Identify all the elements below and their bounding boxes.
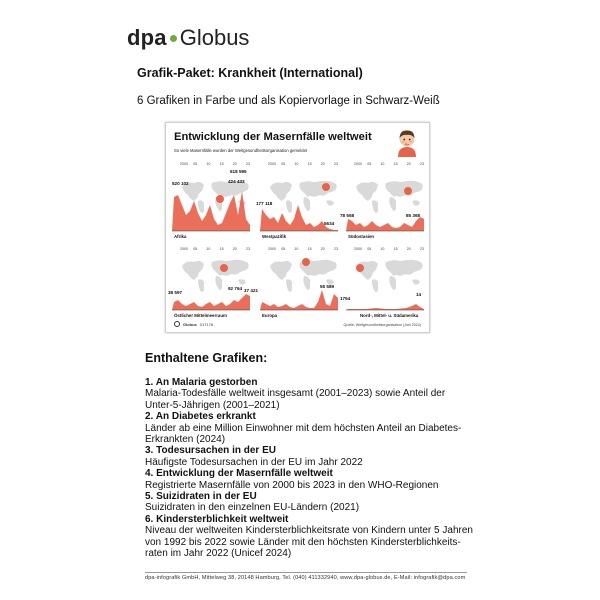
axis-tick-label: 05 <box>281 247 286 251</box>
axis-tick-label: 23 <box>420 247 424 251</box>
axis-tick-label: 23 <box>246 247 250 251</box>
region-panel <box>244 254 340 326</box>
world-map-icon <box>356 260 423 292</box>
region-highlight <box>220 264 228 272</box>
page-subtitle: 6 Grafiken in Farbe und als Kopiervorlage in Schwarz-Weiß <box>137 95 440 107</box>
region-label: Afrika <box>174 234 187 239</box>
cases-area <box>172 294 250 310</box>
preview-source: Quelle: Weltgesundheitsorganisation (Juni 2024) <box>343 323 421 327</box>
axis-tick-label: 15 <box>393 162 398 166</box>
axis-tick-label: 2000 <box>354 162 362 166</box>
axis-tick-label: 20 <box>320 247 325 251</box>
cases-area <box>260 290 338 310</box>
contents-item-title: 6. Kindersterblichkeit weltweit <box>145 513 289 525</box>
cases-area <box>346 304 424 310</box>
value-start: 38 597 <box>168 290 183 295</box>
dpa-globus-logo <box>127 25 249 51</box>
axis-tick-label: 23 <box>246 162 250 166</box>
axis-tick-label: 05 <box>367 247 372 251</box>
contents-item-description: Malaria-Todesfälle weltweit insgesamt (2001–2023) sowie Anteil der Unter-5-Jährigen (2001–2021) <box>145 388 446 411</box>
axis-tick-label: 20 <box>406 162 411 166</box>
value-start: 177 118 <box>256 201 273 206</box>
axis-tick-label: 05 <box>193 247 198 251</box>
axis-tick-label: 20 <box>406 247 411 251</box>
cases-area <box>346 217 424 231</box>
axis-tick-label: 2000 <box>180 162 188 166</box>
axis-tick-label: 2000 <box>268 247 276 251</box>
axis-tick-label: 10 <box>206 162 211 166</box>
value-end: 85 368 <box>406 213 421 218</box>
globus-icon <box>174 321 180 327</box>
logo-dpa: dpa <box>127 25 167 50</box>
region-label: Westpazifik <box>262 234 287 239</box>
region-highlight <box>216 195 224 203</box>
axis-tick-label: 15 <box>307 247 312 251</box>
value-end: 14 <box>416 292 422 297</box>
axis-tick-label: 20 <box>232 162 237 166</box>
preview-brand: Globus <box>183 321 197 327</box>
region-panel <box>256 175 340 247</box>
child-illustration-icon <box>393 127 421 157</box>
region-panel <box>340 254 426 327</box>
axis-tick-label: 23 <box>420 162 424 166</box>
contents-item-title: 1. An Malaria gestorben <box>145 377 258 388</box>
value-end: 92 764 <box>228 286 243 291</box>
region-highlight <box>356 264 364 272</box>
region-label: Nord-, Mittel- u. Südamerika <box>360 313 419 318</box>
axis-tick-label: 10 <box>294 247 299 251</box>
axis-tick-label: 20 <box>320 162 325 166</box>
axis-tick-label: 05 <box>367 162 372 166</box>
preview-id: 017176 <box>199 321 214 327</box>
region-panel <box>340 175 426 247</box>
region-chart <box>346 254 426 312</box>
value-end: 5634 <box>324 221 335 226</box>
region-label: Europa <box>262 313 278 318</box>
region-highlight <box>302 258 310 266</box>
axis-tick-label: 15 <box>219 162 224 166</box>
logo-globus: Globus <box>179 25 250 50</box>
value-end: 55 589 <box>320 284 335 289</box>
value-start: 78 558 <box>340 213 355 218</box>
preview-footer <box>174 321 213 327</box>
axis-tick-label: 10 <box>380 247 385 251</box>
value-start: 1754 <box>340 296 351 301</box>
axis-tick-label: 10 <box>294 162 299 166</box>
footer-address: dpa-infografik GmbH, Mittelweg 38, 20148 Hamburg, Tel. (040) 411332940, www.dpa-globus.de, E-Mail: infografik@dpa.com <box>145 575 466 581</box>
preview-title: Entwicklung der Masernfälle weltweit <box>174 131 372 143</box>
axis-tick-label: 23 <box>334 162 338 166</box>
region-chart <box>346 175 426 233</box>
cases-area <box>260 205 338 231</box>
axis-tick-label: 10 <box>206 247 211 251</box>
contents-item-title: 5. Suizidraten in der EU <box>145 491 257 503</box>
region-highlight <box>322 183 330 191</box>
axis-tick-label: 2000 <box>354 247 362 251</box>
region-panel <box>168 254 252 326</box>
preview-subtitle: So viele Masernfälle wurden der Weltgesundheitsorganisation gemeldet <box>174 148 308 153</box>
region-chart <box>260 254 340 312</box>
world-map-icon <box>356 181 423 213</box>
contents-heading: Enthaltene Grafiken: <box>145 351 268 365</box>
value-end: 424 433 <box>228 179 245 184</box>
axis-tick-label: 2000 <box>180 247 188 251</box>
contents-item-title: 3. Todesursachen in der EU <box>145 445 276 457</box>
region-panel <box>172 169 252 247</box>
contents-item-title: 4. Entwicklung der Masernfälle weltweit <box>145 468 333 480</box>
cases-area <box>172 191 250 231</box>
contents-item-description: Niveau der weltweiten Kindersterblichkeitsrate von Kindern unter 5 Jahren von 1992 bis 2022 sowie Länder mit den höchsten Kindersterblichkeits-raten im Jahr 2022 (Unicef 2024) <box>145 525 473 560</box>
value-start: 520 102 <box>172 181 189 186</box>
axis-tick-label: 05 <box>193 162 198 166</box>
axis-tick-label: 23 <box>334 247 338 251</box>
axis-tick-label: 15 <box>393 247 398 251</box>
region-label: Östlicher Mittelmeerraum <box>174 313 227 318</box>
region-label: Südostasien <box>348 234 375 239</box>
contents-list <box>145 377 475 560</box>
axis-tick-label: 10 <box>380 162 385 166</box>
value-start: 37 421 <box>244 288 259 293</box>
contents-item-description: Suizidraten in den einzelnen EU-Ländern (2021) <box>145 502 360 514</box>
page-title: Grafik-Paket: Krankheit (International) <box>137 66 363 80</box>
contents-item-description: Häufigste Todesursachen in der EU im Jahr 2022 <box>145 456 363 468</box>
axis-tick-label: 2000 <box>268 162 276 166</box>
axis-tick-label: 15 <box>219 247 224 251</box>
region-highlight <box>404 187 412 195</box>
graphic-preview[interactable] <box>165 122 430 333</box>
value-peak: 618 595 <box>230 169 247 174</box>
contents-item-description: Registrierte Masernfälle von 2000 bis 2023 in den WHO-Regionen <box>145 479 439 491</box>
axis-tick-label: 15 <box>307 162 312 166</box>
axis-tick-label: 05 <box>281 162 286 166</box>
contents-item-description: Länder ab eine Million Einwohner mit dem höchsten Anteil an Diabetes-Erkrankten (2024) <box>145 422 462 446</box>
logo-dot <box>170 35 177 42</box>
region-chart <box>172 254 252 312</box>
axis-tick-label: 20 <box>232 247 237 251</box>
contents-item-title: 2. An Diabetes erkrankt <box>145 411 256 423</box>
footer-divider <box>145 572 467 573</box>
